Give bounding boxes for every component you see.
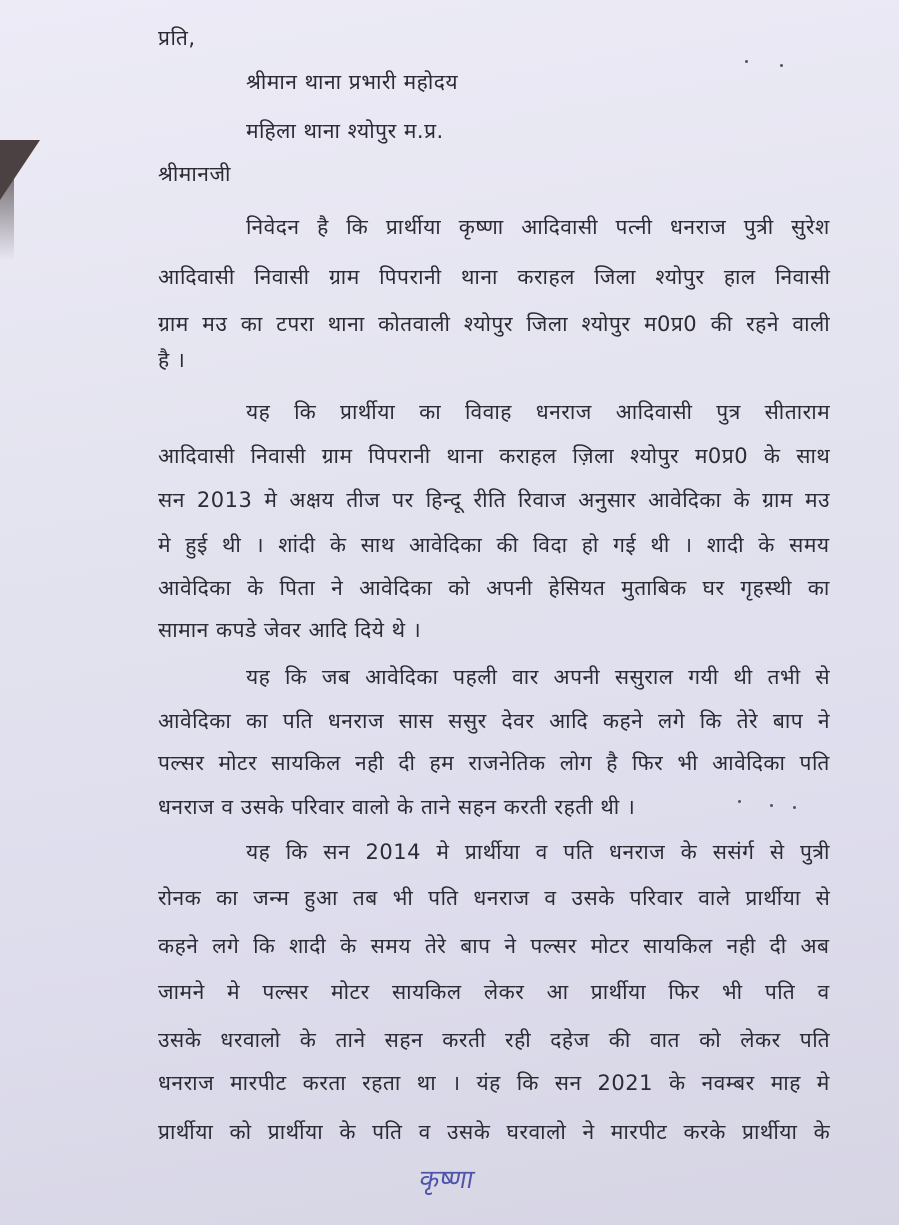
paragraph-3-line-4: धनराज व उसके परिवार वालो के ताने सहन करती रहती थी । xyxy=(158,795,636,819)
greeting: श्रीमानजी xyxy=(158,162,231,186)
paper-speck xyxy=(738,800,741,803)
paragraph-1-line-3: ग्राम मउ का टपरा थाना कोतवाली श्योपुर जिला श्योपुर म0प्र0 की रहने वाली xyxy=(158,312,831,336)
signature xyxy=(417,1160,540,1210)
addressee-line-1: श्रीमान थाना प्रभारी महोदय xyxy=(246,70,459,94)
paragraph-4-line-3: कहने लगे कि शादी के समय तेरे बाप ने पल्सर मोटर सायकिल नही दी अब xyxy=(158,934,830,958)
paper-speck xyxy=(793,806,796,809)
salutation-to: प्रति, xyxy=(158,26,196,50)
paper-speck xyxy=(745,60,748,63)
paragraph-4-line-7: प्रार्थीया को प्रार्थीया के पति व उसके घरवालो ने मारपीट करके प्रार्थीया के xyxy=(158,1120,831,1144)
paragraph-2-line-3: सन 2013 मे अक्षय तीज पर हिन्दू रीति रिवाज अनुसार आवेदिका के ग्राम मउ xyxy=(158,488,831,512)
paragraph-3-line-1: यह कि जब आवेदिका पहली वार अपनी ससुराल गयी थी तभी से xyxy=(246,665,831,689)
addressee-line-2: महिला थाना श्योपुर म.प्र. xyxy=(246,119,444,143)
paper-speck xyxy=(770,804,773,807)
paragraph-3-line-3: पल्सर मोटर सायकिल नही दी हम राजनेतिक लोग है फिर भी आवेदिका पति xyxy=(158,751,830,775)
paragraph-2-line-6: सामान कपडे जेवर आदि दिये थे । xyxy=(158,618,422,642)
paragraph-2-line-5: आवेदिका के पिता ने आवेदिका को अपनी हेसियत मुताबिक घर गृहस्थी का xyxy=(158,576,830,600)
paragraph-2-line-4: मे हुई थी । शांदी के साथ आवेदिका की विदा हो गई थी । शादी के समय xyxy=(158,533,830,557)
paragraph-1-line-4: है । xyxy=(158,348,186,372)
paper-speck xyxy=(780,64,783,67)
paragraph-4-line-4: जामने मे पल्सर मोटर सायकिल लेकर आ प्रार्थीया फिर भी पति व xyxy=(158,980,830,1004)
paragraph-4-line-1: यह कि सन 2014 मे प्रार्थीया व पति धनराज के ससंर्ग से पुत्री xyxy=(246,840,830,864)
paragraph-2-line-1: यह कि प्रार्थीया का विवाह धनराज आदिवासी पुत्र सीताराम xyxy=(246,400,831,424)
paragraph-1-line-2: आदिवासी निवासी ग्राम पिपरानी थाना कराहल जिला श्योपुर हाल निवासी xyxy=(158,265,831,289)
paragraph-4-line-5: उसके धरवालो के ताने सहन करती रही दहेज की वात को लेकर पति xyxy=(158,1028,831,1052)
signature-text: कृष्णा xyxy=(417,1165,477,1195)
paragraph-2-line-2: आदिवासी निवासी ग्राम पिपरानी थाना कराहल ज़िला श्योपुर म0प्र0 के साथ xyxy=(158,444,831,468)
paragraph-4-line-2: रोनक का जन्म हुआ तब भी पति धनराज व उसके परिवार वाले प्रार्थीया से xyxy=(158,886,831,910)
paragraph-4-line-6: धनराज मारपीट करता रहता था । यंह कि सन 2021 के नवम्बर माह मे xyxy=(158,1071,830,1095)
paragraph-3-line-2: आवेदिका का पति धनराज सास ससुर देवर आदि कहने लगे कि तेरे बाप ने xyxy=(158,709,831,733)
background-edge-shadow xyxy=(0,140,14,260)
paragraph-1-line-1: निवेदन है कि प्रार्थीया कृष्णा आदिवासी पत्नी धनराज पुत्री सुरेश xyxy=(246,215,830,239)
